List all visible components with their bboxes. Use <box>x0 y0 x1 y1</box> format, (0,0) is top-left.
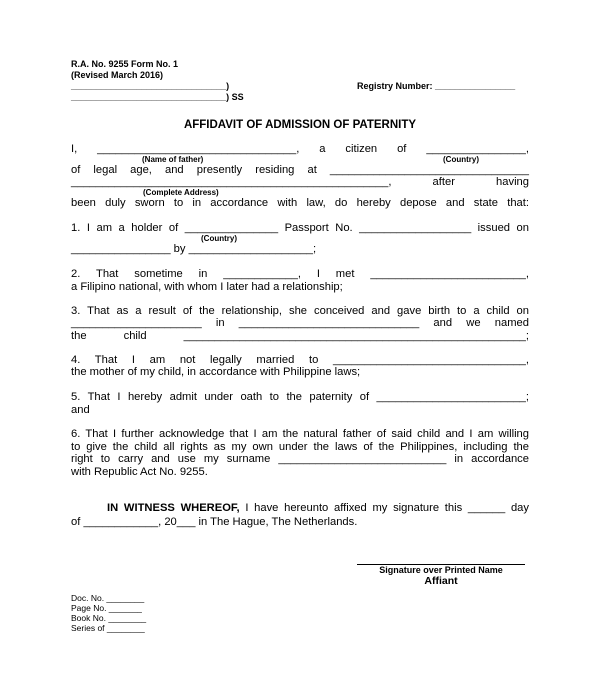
signature-caption: Signature over Printed Name <box>379 565 503 575</box>
form-number: R.A. No. 9255 Form No. 1 <box>71 59 179 69</box>
item-6-line-4: with Republic Act No. 9255. <box>71 466 208 478</box>
page-number: Page No. _______ <box>71 603 142 613</box>
item-5-line-2: and <box>71 404 90 416</box>
affiant-label: Affiant <box>424 575 458 587</box>
caption-name-of-father: (Name of father) <box>142 155 204 164</box>
venue-line-1: _______________________________) <box>71 81 230 91</box>
item-6-line-2: to give the child all rights as my own under the laws of the Philippines, including the <box>71 441 529 453</box>
intro-line-4: been duly sworn to in accordance with law, do hereby depose and state that: <box>71 197 529 209</box>
item-1-line-2: ________________ by ____________________; <box>71 243 317 255</box>
item-3-line-1: 3. That as a result of the relationship, she conceived and gave birth to a child on <box>71 305 529 317</box>
item-3-line-2: _____________________ in _____________________________ and we named <box>71 317 529 329</box>
intro-line-3: ___________________________________________________, after having <box>71 176 529 188</box>
caption-country-2: (Country) <box>201 234 237 243</box>
witness-heading: IN WITNESS WHEREOF, <box>107 502 240 514</box>
witness-line-1 <box>107 502 529 514</box>
witness-line-1-rest: I have hereunto affixed my signature this ______ day <box>239 502 530 514</box>
witness-line-2: of ____________, 20___ in The Hague, The Netherlands. <box>71 516 358 528</box>
item-2-line-2: a Filipino national, with whom I later had a relationship; <box>71 281 343 293</box>
series-year: Series of ________ <box>71 623 145 633</box>
document-title: AFFIDAVIT OF ADMISSION OF PATERNITY <box>183 119 417 131</box>
item-6-line-1: 6. That I further acknowledge that I am the natural father of said child and I am willing <box>71 428 529 440</box>
doc-number: Doc. No. ________ <box>71 593 145 603</box>
item-6-line-3: right to carry and use my surname ___________________________ in accordance <box>71 453 529 465</box>
intro-line-1: I, ________________________________, a citizen of ________________, <box>71 143 529 155</box>
caption-country: (Country) <box>443 155 479 164</box>
intro-line-2: of legal age, and presently residing at ________________________________ <box>71 164 529 176</box>
item-4-line-2: the mother of my child, in accordance with Philippine laws; <box>71 366 361 378</box>
item-4-line-1: 4. That I am not legally married to _______________________________, <box>71 354 529 366</box>
book-number: Book No. ________ <box>71 613 147 623</box>
item-5-line-1: 5. That I hereby admit under oath to the paternity of ________________________; <box>71 391 529 403</box>
caption-complete-address: (Complete Address) <box>143 188 219 197</box>
revision-date: (Revised March 2016) <box>71 70 164 80</box>
item-1-line-1: 1. I am a holder of _______________ Passport No. __________________ issued on <box>71 222 529 234</box>
registry-number: Registry Number: ________________ <box>357 81 516 91</box>
item-3-line-3: the child _______________________________________________________; <box>71 330 529 342</box>
venue-line-2: _______________________________) SS <box>71 92 244 102</box>
item-2-line-1: 2. That sometime in ____________, I met _________________________, <box>71 268 529 280</box>
